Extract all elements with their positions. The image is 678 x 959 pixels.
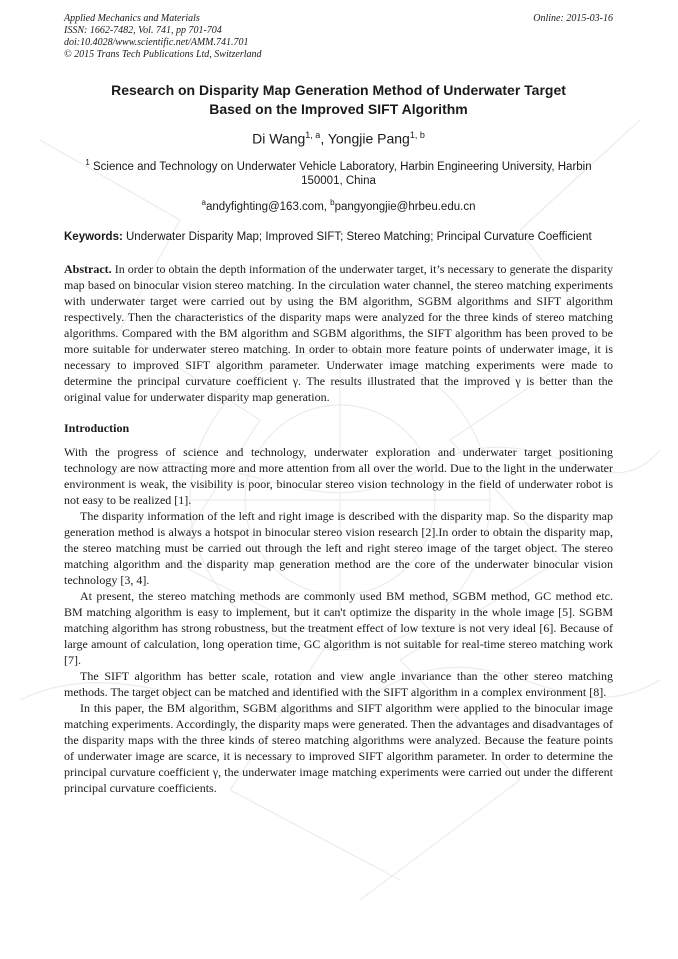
author-superscript: 1, a	[305, 130, 321, 140]
abstract-label: Abstract.	[64, 262, 112, 277]
email-address[interactable]: andyfighting@163.com	[205, 201, 324, 214]
keywords-block	[64, 230, 613, 245]
abstract-text: In order to obtain the depth information of the underwater target, it’s necessary to generate the disparity map based on binocular vision stereo matching. In the circulation water channel, the stereo matching experiments with underwater target were carried out by using the BM algorithm, SGBM algorithms and SIFT algorithm respectively. Then the characteristics of the disparity maps were analyzed for the three kinds of stereo matching algorithms. Compared with the BM algorithm and SGBM algorithms, the SIFT algorithm has been proved to be more suitable for underwater stereo matching. In order to obtain more feature points of underwater image, it is necessary to improved SIFT algorithm parameter. Underwater image matching experiments were made to determine the principal curvature coefficient γ. The results illustrated that the improved γ is better than the original value for underwater disparity map generation.	[64, 262, 613, 405]
paper-title	[64, 81, 613, 119]
email-list	[64, 198, 613, 213]
section-heading-introduction: Introduction	[64, 421, 130, 436]
journal-name: Applied Mechanics and Materials	[64, 13, 200, 24]
paragraph: The disparity information of the left and right image is described with the disparity map. So the disparity map generation method is always a hotspot in binocular stereo vision research [2].In order to obtain the disparity map, the stereo matching must be carried out through the left and right stereo image of the target object. The stereo matching algorithm and the disparity map generation method are the core of the underwater binocular vision technology [3, 4].	[64, 509, 613, 588]
author-name: Yongjie Pang	[327, 130, 410, 147]
affiliation	[64, 155, 613, 190]
keywords-text: Underwater Disparity Map; Improved SIFT; Stereo Matching; Principal Curvature Coefficient	[126, 231, 592, 244]
abstract-block	[64, 261, 613, 405]
email-separator: ,	[323, 201, 331, 214]
title-line-2: Based on the Improved SIFT Algorithm	[209, 101, 468, 117]
issn-line: ISSN: 1662-7482, Vol. 741, pp 701-704	[64, 25, 222, 36]
paragraph: The SIFT algorithm has better scale, rotation and view angle invariance than the other stereo matching methods. The target object can be matched and identified with the SIFT algorithm in a complex environment [8].	[64, 669, 613, 700]
affiliation-superscript: 1	[85, 157, 90, 167]
title-line-1: Research on Disparity Map Generation Method of Underwater Target	[111, 82, 566, 98]
paragraph: In this paper, the BM algorithm, SGBM algorithms and SIFT algorithm were applied to the binocular image matching experiments. Accordingly, the disparity maps were generated. Then the advantages and disadvantages of the disparity maps with the three kinds of stereo matching algorithms were analyzed. Because the feature points of underwater image are scarce, it is necessary to improved SIFT algorithm parameter. In order to determine the principal curvature coefficient γ, the underwater image matching experiments were carried out under the different principal curvature coefficients.	[64, 701, 613, 796]
affiliation-text: Science and Technology on Underwater Vehicle Laboratory, Harbin Engineering University, Harbin 150001, China	[93, 160, 592, 188]
copyright-line: © 2015 Trans Tech Publications Ltd, Switzerland	[64, 49, 262, 60]
paragraph: At present, the stereo matching methods are commonly used BM method, SGBM method, GC method etc. BM matching algorithm is easy to implement, but it can't optimize the disparity in the whole image [5]. SGBM matching algorithm has strong robustness, but the treatment effect of low texture is not very ideal [6]. Because of large amount of calculation, long operation time, GC algorithm is not suitable for real-time stereo matching work [7].	[64, 589, 613, 668]
email-superscript: a	[201, 198, 206, 208]
keywords-label: Keywords:	[64, 231, 123, 244]
email-superscript: b	[330, 198, 335, 208]
paper-page	[64, 13, 613, 796]
online-date: Online: 2015-03-16	[533, 13, 613, 24]
email-address[interactable]: pangyongjie@hrbeu.edu.cn	[334, 201, 476, 214]
author-name: Di Wang	[252, 130, 306, 147]
author-separator: ,	[320, 130, 328, 147]
doi-line: doi:10.4028/www.scientific.net/AMM.741.701	[64, 37, 249, 48]
journal-header	[64, 13, 613, 63]
paragraph: With the progress of science and technology, underwater exploration and underwater target positioning technology are now attracting more and more attention from all over the world. Due to the light in the underwater environment is weak, the visibility is poor, binocular stereo vision technology in the field of underwater robot is not easy to be realized [1].	[64, 445, 613, 508]
author-list	[64, 130, 613, 147]
introduction-body	[64, 444, 613, 796]
author-superscript: 1, b	[409, 130, 425, 140]
